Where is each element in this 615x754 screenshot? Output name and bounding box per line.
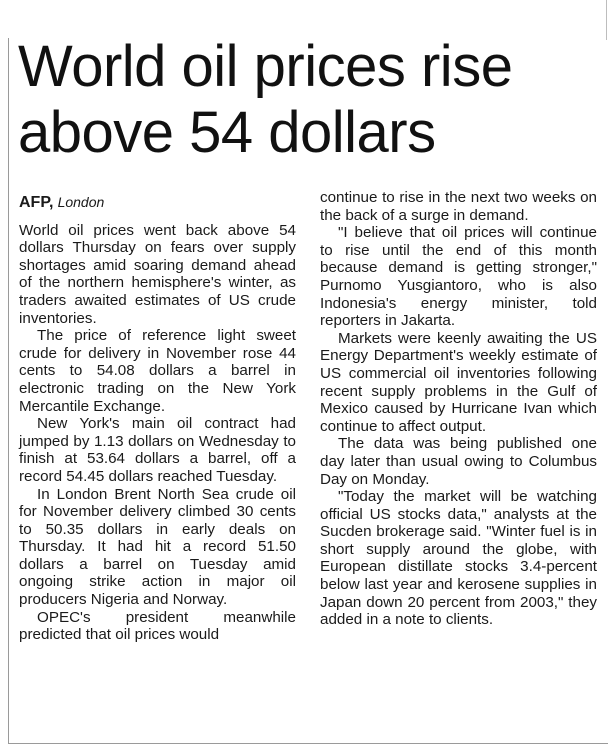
byline [19,194,296,212]
paragraph: In London Brent North Sea crude oil for November delivery climbed 30 cents to 50.35 dollars in early deals on Thursday. It had hit a record 51.50 dollars a barrel on Tuesday amid ongoing strike action in major oil producers Nigeria and Norway. [19,485,296,609]
byline-city: London [57,194,105,210]
paragraph: The price of reference light sweet crude for delivery in November rose 44 cents to 54.08 dollars a barrel in electronic trading on the New York Mercantile Exchange. [19,327,296,415]
frame-rule-bottom [8,743,608,744]
article-column-2 [320,189,597,629]
headline: World oil prices rise above 54 dollars [18,34,513,165]
frame-rule-left [8,38,9,744]
article-column-1 [19,194,296,644]
paragraph: "Today the market will be watching official US stocks data," analysts at the Sucden brokerage said. "Winter fuel is in short supply around the globe, with European distillate stocks 3.4-percent below last year and kerosene supplies in Japan down 20 percent from 2003," they added in a note to clients. [320,488,597,629]
paragraph: "I believe that oil prices will continue to rise until the end of this month because demand is getting stronger," Purnomo Yusgiantoro, who is also Indonesia's energy minister, told reporters in Jakarta. [320,224,597,330]
paragraph: New York's main oil contract had jumped by 1.13 dollars on Wednesday to finish at 53.64 dollars a barrel, off a record 54.45 dollars reached Tuesday. [19,415,296,485]
byline-agency: AFP, [19,194,54,211]
paragraph: World oil prices went back above 54 dollars Thursday on fears over supply shortages amid soaring demand ahead of the northern hemisphere's winter, as traders awaited estimates of US crude inventories. [19,221,296,327]
paragraph: Markets were keenly awaiting the US Energy Department's weekly estimate of US commercial oil inventories following recent supply problems in the Gulf of Mexico caused by Hurricane Ivan which continue to affect output. [320,329,597,435]
paragraph: OPEC's president meanwhile predicted that oil prices would [19,608,296,644]
paragraph: The data was being published one day later than usual owing to Columbus Day on Monday. [320,435,597,488]
paragraph: continue to rise in the next two weeks on the back of a surge in demand. [320,189,597,224]
